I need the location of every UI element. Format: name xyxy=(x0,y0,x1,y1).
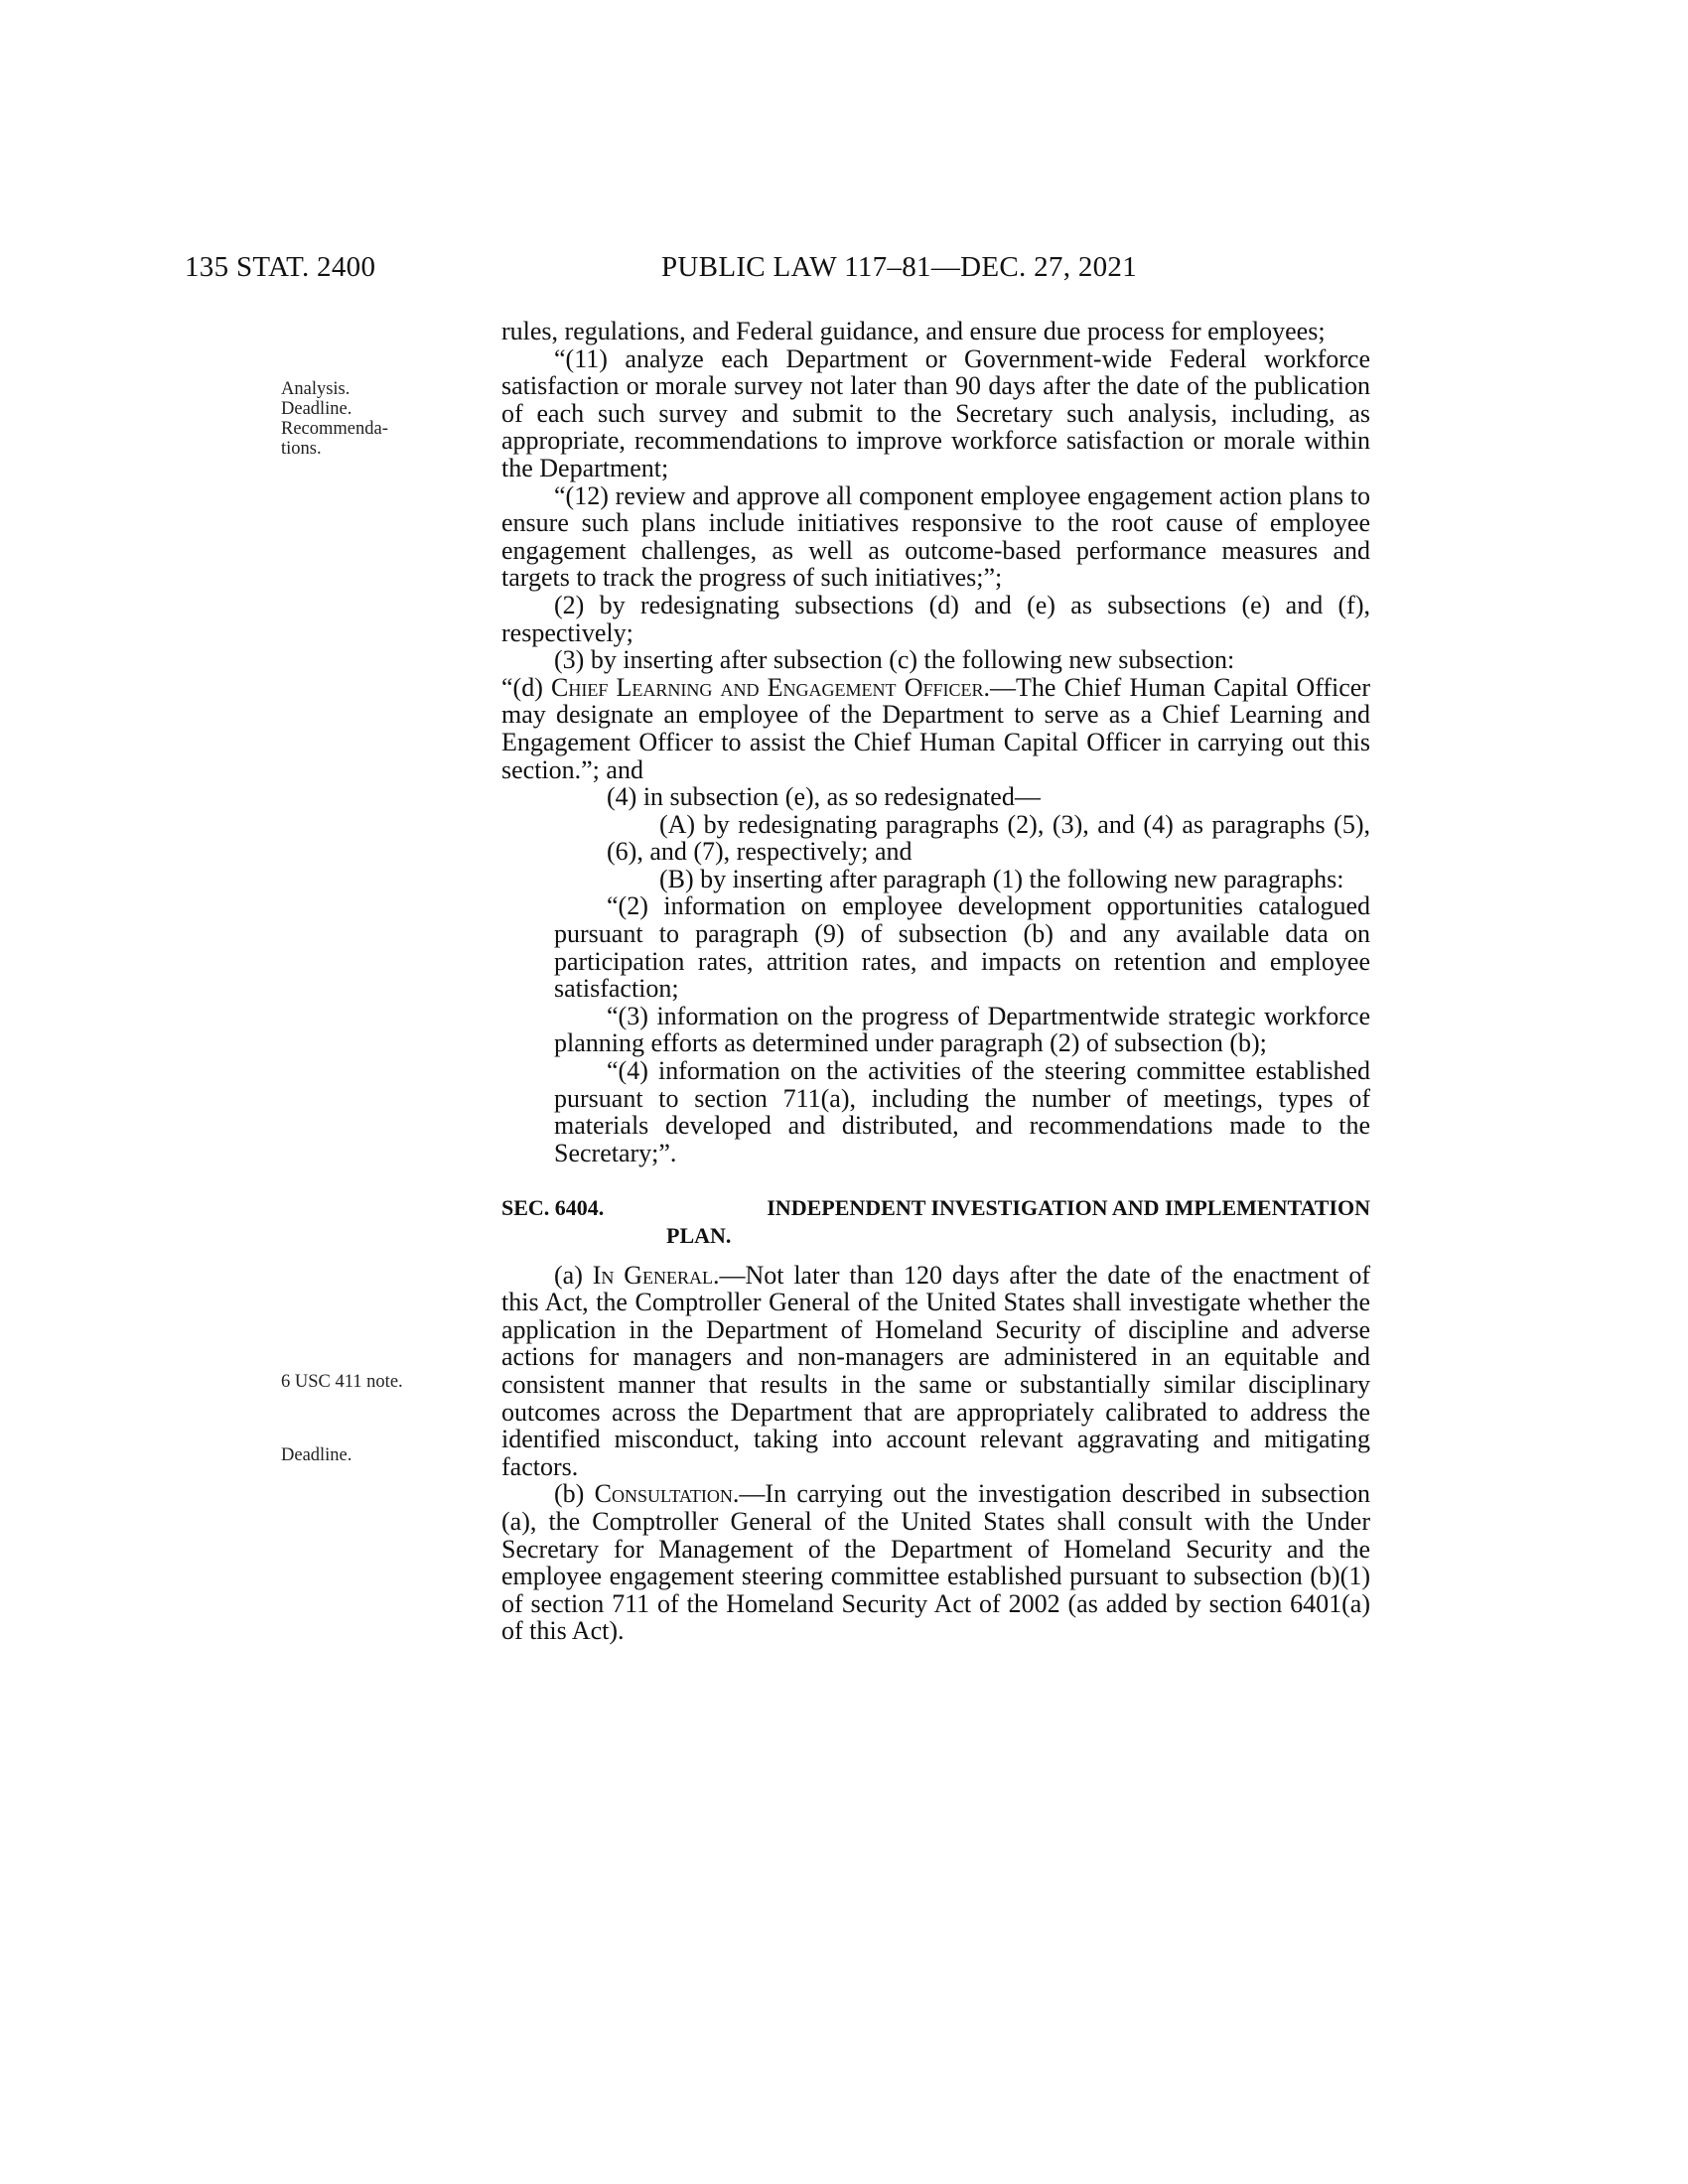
margin-note-line: Analysis. xyxy=(281,379,351,399)
subsection-d-prefix: “(d) xyxy=(501,672,552,702)
section-title-line1: INDEPENDENT INVESTIGATION AND IMPLEMENTATION xyxy=(767,1195,1370,1221)
amendment-4: (4) in subsection (e), as so redesignated— xyxy=(607,782,1041,812)
body-text xyxy=(501,318,1370,1645)
subsection-d-text: .—The Chief Human Capital Officer may designate an employee of the Department to serve as a Chief Learning and Engagement Officer to assist the Chief Human Capital Officer in carrying out this section.”; and xyxy=(501,672,1371,784)
new-paragraph-4: “(4) information on the activities of the steering committee established pursuant to section 711(a), including the number of meetings, types of materials developed and distributed, and recommendations made to the Secretary;”. xyxy=(554,1056,1370,1167)
amendment-2: (2) by redesignating subsections (d) and (e) as subsections (e) and (f), respectively; xyxy=(501,590,1370,647)
section-label: SEC. 6404. xyxy=(501,1195,605,1221)
subsection-a xyxy=(501,1262,1370,1481)
new-paragraph-2: “(2) information on employee development opportunities catalogued pursuant to paragraph (9) of subsection (b) and any available data on participation rates, attrition rates, and impacts on retention and employee satisfaction; xyxy=(554,891,1370,1004)
page-stat-number: 135 STAT. 2400 xyxy=(185,251,376,283)
clause-a: (A) by redesignating paragraphs (2), (3), and (4) as paragraphs (5), (6), and (7), respectively; and xyxy=(607,809,1370,867)
subsection-b-heading: Consultation xyxy=(594,1479,733,1509)
running-header: PUBLIC LAW 117–81—DEC. 27, 2021 xyxy=(661,251,1138,283)
margin-note-line: tions. xyxy=(281,439,322,459)
margin-note-line: Deadline. xyxy=(281,399,352,419)
margin-note-line: Recommenda- xyxy=(281,419,388,439)
amendment-3: (3) by inserting after subsection (c) the following new subsection: xyxy=(554,645,1235,675)
margin-note-deadline: Deadline. xyxy=(281,1445,352,1465)
subsection-d-heading: Chief Learning and Engagement Officer xyxy=(551,672,984,702)
subsection-a-text: .—Not later than 120 days after the date of the enactment of this Act, the Comptroller General of the United States shall investigate whether the application in the Department of Homeland Security of discipline and adverse actions for managers and non-managers are administered in an equitable and consistent manner that results in the same or substantially similar disciplinary outcomes across the Department that are appropriately calibrated to address the identified misconduct, taking into account relevant aggravating and mitigating factors. xyxy=(501,1260,1370,1481)
subsection-d xyxy=(501,674,1370,783)
subsection-b xyxy=(501,1480,1370,1645)
paragraph-12: “(12) review and approve all component employee engagement action plans to ensure such plans include initiatives responsive to the root cause of employee engagement challenges, as well as outcome-based performance measures and targets to track the progress of such initiatives;”; xyxy=(501,480,1370,593)
section-title-line2: PLAN. xyxy=(666,1223,732,1248)
subsection-b-text: .—In carrying out the investigation described in subsection (a), the Comptroller General of the United States shall consult with the Under Secretary for Management of the Department of Homeland Security and the employee engagement steering committee established pursuant to subsection (b)(1) of section 711 of the Homeland Security Act of 2002 (as added by section 6401(a) of this Act). xyxy=(501,1479,1370,1646)
margin-note-analysis xyxy=(281,379,470,459)
clause-b: (B) by inserting after paragraph (1) the following new paragraphs: xyxy=(659,864,1344,893)
subsection-a-prefix: (a) xyxy=(554,1260,593,1290)
paragraph-continued: rules, regulations, and Federal guidance, and ensure due process for employees; xyxy=(501,317,1326,345)
subsection-b-prefix: (b) xyxy=(554,1479,595,1509)
new-paragraph-3: “(3) information on the progress of Departmentwide strategic workforce planning efforts as determined under paragraph (2) of subsection (b); xyxy=(554,1001,1370,1058)
section-heading xyxy=(501,1194,1370,1249)
subsection-a-heading: In General xyxy=(592,1260,713,1290)
paragraph-11: “(11) analyze each Department or Government-wide Federal workforce satisfaction or morale survey not later than 90 days after the date of the publication of each such survey and submit to the Secretary such analysis, including, as appropriate, recommendations to improve workforce satisfaction or morale within the Department; xyxy=(501,343,1370,482)
margin-note-usc: 6 USC 411 note. xyxy=(281,1372,403,1392)
